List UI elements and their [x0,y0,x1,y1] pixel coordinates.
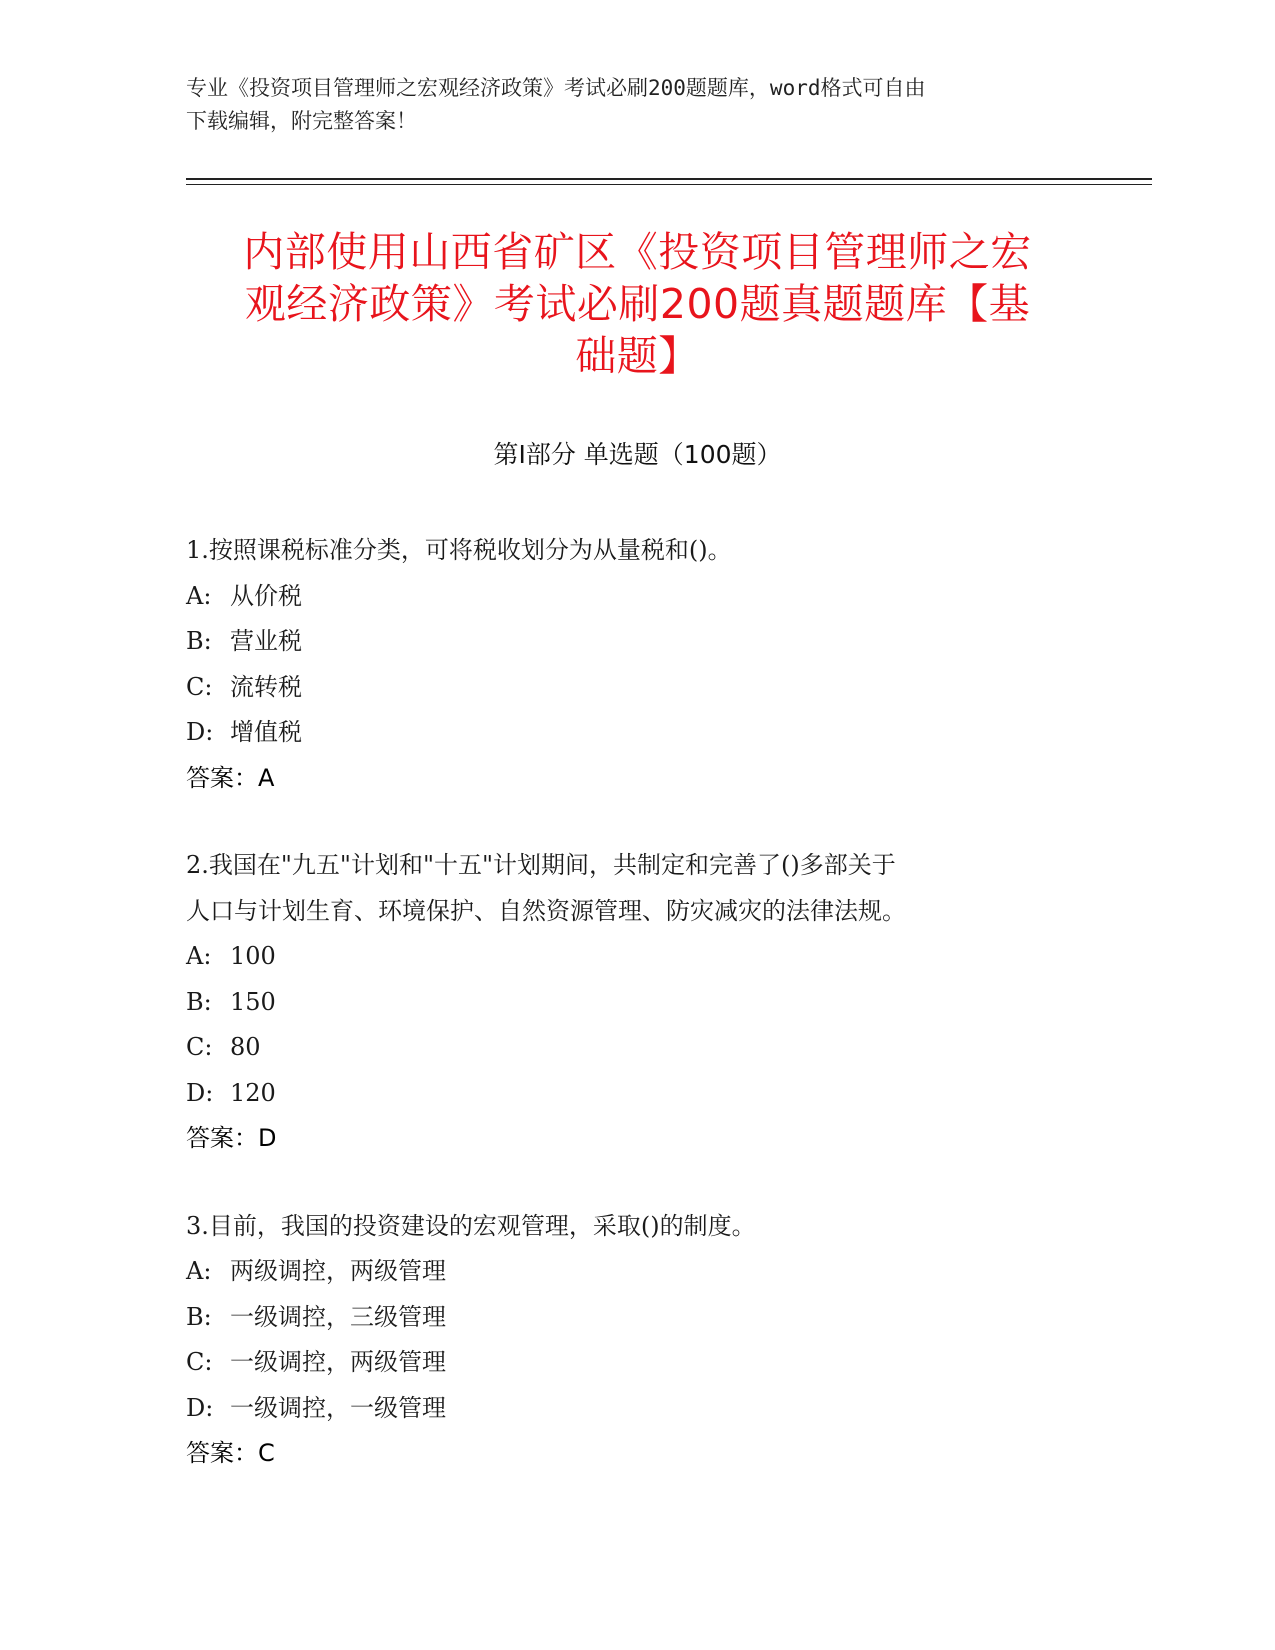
option-key: A: [186,1257,212,1285]
option-text: 从价税 [230,581,302,610]
document-title-line-2: 观经济政策》考试必刷200题真题题库【基 [244,280,1031,328]
document-title [160,226,1115,382]
option-text: 一级调控，三级管理 [230,1302,446,1331]
question-stem: 1.按照课税标准分类，可将税收划分为从量税和()。 [186,536,732,564]
option-text: 一级调控，一级管理 [230,1393,446,1422]
header-note [186,72,1086,138]
header-note-line-2: 下载编辑，附完整答案！ [186,109,417,133]
option-key: B: [186,627,212,655]
option-key: D: [186,718,214,746]
question-3 [186,1204,1086,1477]
answer-text: 答案：A [186,763,275,792]
option-b [186,1295,1086,1341]
option-key: D: [186,1078,214,1107]
option-d [186,710,1086,756]
answer-text: 答案：C [186,1439,275,1467]
question-list [186,528,1086,1519]
option-text: 两级调控，两级管理 [230,1257,446,1285]
option-text: 120 [230,1078,276,1107]
option-d [186,1071,1086,1117]
header-divider-thick [186,178,1152,180]
section-title: 第I部分 单选题（100题） [493,440,782,469]
option-text: 营业税 [230,627,302,655]
answer-text: 答案：D [186,1124,277,1152]
option-key: A: [186,581,212,610]
header-note-line-1: 专业《投资项目管理师之宏观经济政策》考试必刷200题题库，word格式可自由 [186,76,926,100]
option-c [186,1340,1086,1386]
option-c [186,1025,1086,1071]
option-text: 80 [230,1033,261,1061]
option-key: D: [186,1393,214,1422]
question-1 [186,528,1086,801]
option-key: B: [186,1302,212,1331]
option-key: A: [186,942,212,970]
option-a [186,1249,1086,1295]
option-key: B: [186,987,212,1016]
option-d [186,1386,1086,1432]
option-b [186,619,1086,665]
option-a [186,934,1086,980]
document-title-line-1: 内部使用山西省矿区《投资项目管理师之宏 [243,228,1032,276]
question-stem-line-2: 人口与计划生育、环境保护、自然资源管理、防灾减灾的法律法规。 [186,896,906,925]
header-divider-thin [186,184,1152,185]
question-stem: 3.目前，我国的投资建设的宏观管理，采取()的制度。 [186,1211,756,1240]
option-key: C: [186,1348,213,1376]
option-text: 一级调控，两级管理 [230,1348,446,1376]
option-key: C: [186,1033,213,1061]
option-key: C: [186,672,213,701]
option-a [186,574,1086,620]
option-text: 流转税 [230,672,302,701]
question-stem-line-1: 2.我国在"九五"计划和"十五"计划期间，共制定和完善了()多部关于 [186,851,896,879]
option-b [186,980,1086,1026]
option-text: 增值税 [230,718,302,746]
option-text: 150 [230,987,276,1016]
option-text: 100 [230,942,276,970]
document-title-line-3: 础题】 [575,332,700,380]
question-2 [186,843,1086,1162]
option-c [186,665,1086,711]
